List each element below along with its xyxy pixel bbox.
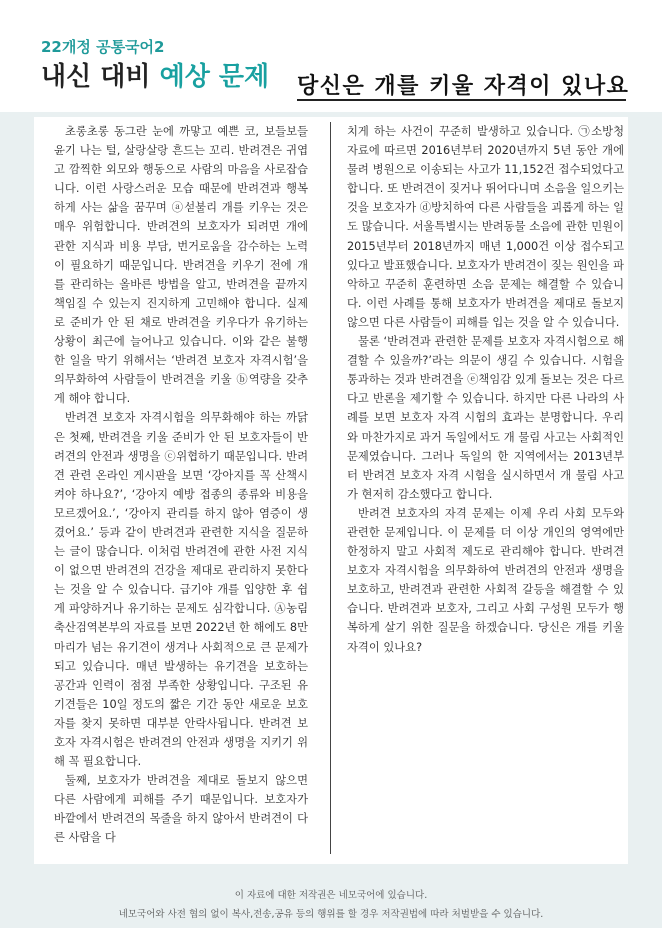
series-label: 22개정 공통국어2 [41, 38, 165, 56]
passage-title: 당신은 개를 키울 자격이 있나요 [297, 74, 630, 99]
passage-left-column [54, 122, 308, 848]
paragraph: 둘째, 보호자가 반려견을 제대로 돌보지 않으면 다른 사람에게 피해를 주기 때문입니다. 보호자가 바깥에서 반려견의 목줄을 하지 않아서 반려견이 다른 사람을 다 [54, 774, 308, 845]
paragraph: 물론 ‘반려견과 관련한 문제를 보호자 자격시험으로 해결할 수 있을까?’라는 의문이 생길 수 있습니다. 시험을 통과하는 것과 반려견을 ⓔ책임감 있게 돌보는 것은 다르다고 반론을 제기할 수 있습니다. 하지만 다른 나라의 사례를 보면 보호자 자격 시험의 효과는 분명합니다. 우리와 마찬가지로 과거 독일에서도 개 물림 사고는 사회적인 문제였습니다. 그러나 독일의 한 지역에서는 2013년부터 반려견 보호자 자격 시험을 실시하면서 개 물림 사고가 현저히 감소했다고 합니다. [347, 335, 624, 501]
page-header [0, 0, 662, 112]
title-underline [297, 99, 626, 101]
paragraph: 치게 하는 사건이 꾸준히 발생하고 있습니다. ㉠소방청 자료에 따르면 2016년부터 2020년까지 5년 동안 개에 물려 병원으로 이송되는 사고가 11,152건 접수되었다고 합니다. 또 반려견이 짖거나 뛰어다니며 소음을 일으키는 것을 보호자가 ⓓ방치하여 다른 사람들을 괴롭게 하는 일도 많습니다. 서울특별시는 반려동물 소음에 관한 민원이 2015년부터 2018년까지 매년 1,000건 이상 접수되고 있다고 발표했습니다. 보호자가 반려견이 짖는 원인을 파악하고 꾸준히 훈련하면 소음 문제는 해결할 수 있습니다. 이런 사례를 통해 보호자가 반려견을 제대로 돌보지 않으면 다른 사람들이 피해를 입는 것을 알 수 있습니다. [347, 125, 624, 329]
copyright-warning: 네모국어와 사전 협의 없이 복사,전송,공유 등의 행위를 할 경우 저작권법에 따라 처벌받을 수 있습니다. [118, 909, 544, 920]
title-accent: 예상 문제 [159, 62, 270, 92]
paragraph: 반려견 보호자 자격시험을 의무화해야 하는 까닭은 첫째, 반려견을 키울 준비가 안 된 보호자들이 반려견의 안전과 생명을 ⓒ위협하기 때문입니다. 반려견 관련 온라인 게시판을 보면 ‘강아지를 꼭 산책시켜야 하나요?’, ‘강아지 예방 접종의 종류와 비용을 모르겠어요.’, ‘강아지 관리를 하지 않아 염증이 생겼어요.’ 등과 같이 반려견과 관련한 지식을 질문하는 글이 많습니다. 이처럼 반려견에 관한 사전 지식이 없으면 반려견의 건강을 제대로 관리하지 못한다는 것을 알 수 있습니다. 급기야 개를 입양한 후 쉽게 파양하거나 유기하는 문제도 심각합니다. Ⓐ농림축산검역본부의 자료를 보면 2022년 한 해에도 8만 마리가 넘는 유기견이 생겨나 사회적으로 큰 문제가 되고 있습니다. 매년 발생하는 유기견을 보호하는 공간과 인력이 점점 부족한 상황입니다. 구조된 유기견들은 10일 정도의 짧은 기간 동안 새로운 보호자를 찾지 못하면 대부분 안락사됩니다. 반려견 보호자 자격시험은 반려견의 안전과 생명을 지키기 위해 꼭 필요합니다. [54, 411, 308, 769]
paragraph: 반려견 보호자의 자격 문제는 이제 우리 사회 모두와 관련한 문제입니다. 이 문제를 더 이상 개인의 영역에만 한정하지 말고 사회적 제도로 관리해야 합니다. 반려견 보호자 자격시험을 의무화하여 반려견의 안전과 생명을 보호하고, 반려견과 관련한 사회적 갈등을 해결할 수 있습니다. 반려견과 보호자, 그리고 사회 구성원 모두가 행복하게 살기 위한 질문을 하겠습니다. 당신은 개를 키울 자격이 있나요? [347, 506, 624, 654]
paragraph: 초롱초롱 동그란 눈에 까맣고 예쁜 코, 보들보들 윤기 나는 털, 살랑살랑 흔드는 꼬리. 반려견은 귀엽고 깜찍한 외모와 행동으로 사람의 마음을 사로잡습니다. 이런 사랑스러운 모습 때문에 반려견과 행복하게 사는 삶을 꿈꾸며 ⓐ섣불리 개를 키우는 것은 매우 위험합니다. 반려견의 보호자가 되려면 개에 관한 지식과 비용 부담, 번거로움을 감수하는 노력이 필요하기 때문입니다. 반려견을 키우기 전에 개를 관리하는 올바른 방법을 알고, 반려견을 끝까지 책임질 수 있는지 진지하게 고민해야 합니다. 실제로 준비가 안 된 채로 반려견을 키우다가 유기하는 상황이 최근에 늘어나고 있습니다. 이와 같은 불행한 일을 막기 위해서는 ‘반려견 보호자 자격시험’을 의무화하여 사람들이 반려견을 키울 ⓑ역량을 갖추게 해야 합니다. [54, 125, 308, 406]
copyright-line: 이 자료에 대한 저작권은 네모국어에 있습니다. [234, 890, 428, 901]
title-main: 내신 대비 [41, 62, 160, 92]
column-divider [330, 122, 331, 854]
copyright-footer [0, 886, 662, 924]
page-title [41, 56, 269, 93]
passage-right-column [347, 122, 624, 657]
